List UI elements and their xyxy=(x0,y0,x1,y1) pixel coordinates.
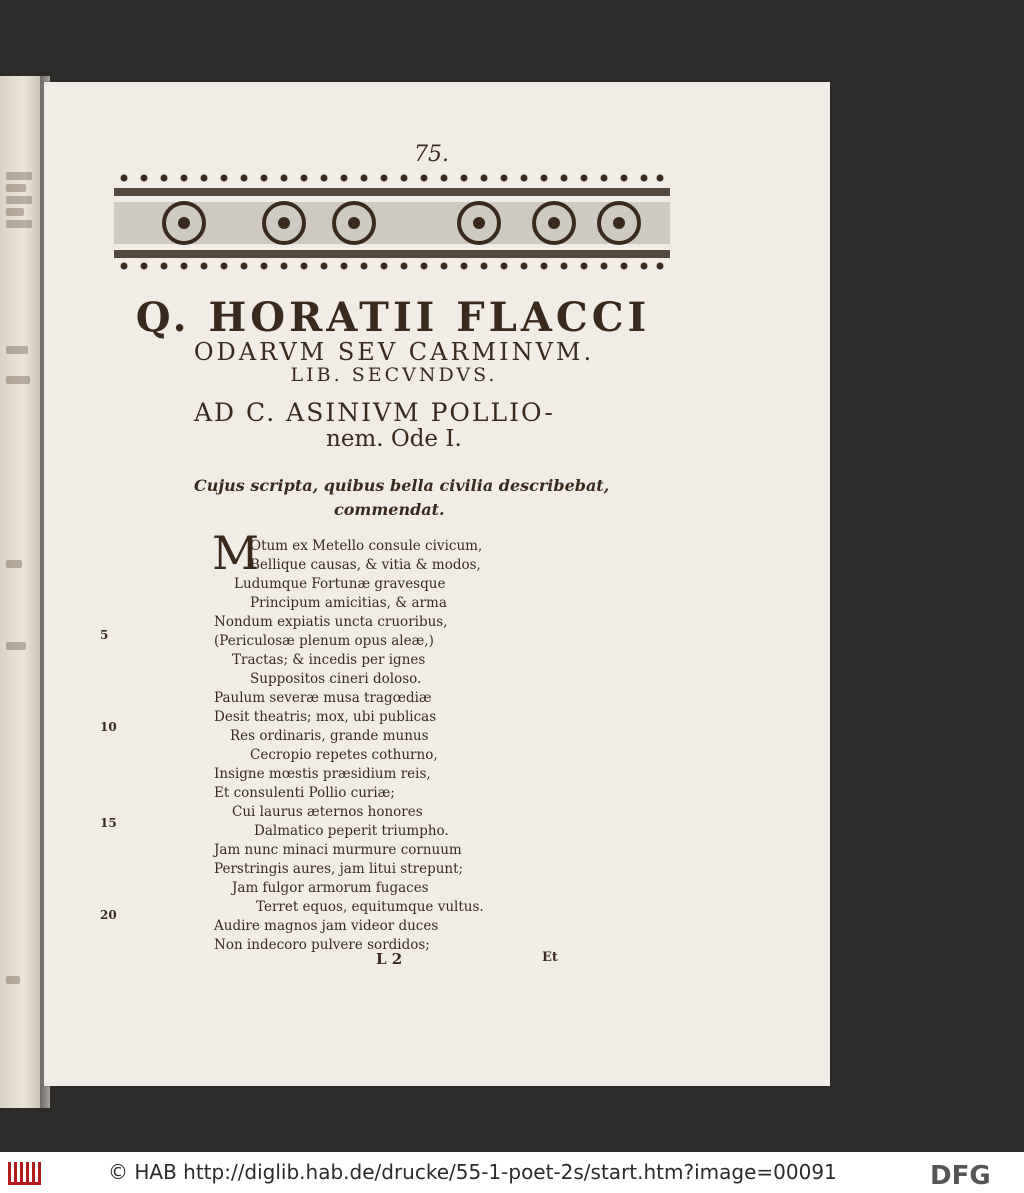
hab-logo-icon xyxy=(6,1158,46,1188)
ode-heading: AD C. ASINIVM POLLIO- xyxy=(194,398,555,427)
verse-line: Principum amicitias, & arma xyxy=(250,595,447,611)
verse-line: Audire magnos jam videor duces xyxy=(214,918,439,934)
line-number: 5 xyxy=(100,628,109,642)
verse-line: Res ordinaris, grande munus xyxy=(230,728,429,744)
book-subtitle: ODARVM SEV CARMINVM. xyxy=(193,338,595,366)
source-url[interactable]: © HAB http://diglib.hab.de/drucke/55-1-poet-2s/start.htm?image=00091 xyxy=(108,1160,837,1184)
verse-line: Nondum expiatis uncta cruoribus, xyxy=(214,614,448,630)
verse-line: Dalmatico peperit triumpho. xyxy=(254,823,449,839)
line-number: 20 xyxy=(100,908,117,922)
verse-line: Tractas; & incedis per ignes xyxy=(232,652,426,668)
catchword: Et xyxy=(542,950,558,965)
verse-line: Ludumque Fortunæ gravesque xyxy=(234,576,446,592)
page-number: 75. xyxy=(414,142,449,167)
book-number: LIB. SECVNDVS. xyxy=(290,364,498,386)
verse-line: Et consulenti Pollio curiæ; xyxy=(214,785,395,801)
verse-line: Non indecoro pulvere sordidos; xyxy=(214,937,430,953)
verse-line: (Periculosæ plenum opus aleæ,) xyxy=(214,633,434,649)
verse-line: Paulum severæ musa tragœdiæ xyxy=(214,690,432,706)
dfg-logo xyxy=(930,1160,1018,1188)
ode-heading-continued: nem. Ode I. xyxy=(326,426,462,452)
footer-bar xyxy=(0,1152,1024,1193)
book-title: Q. HORATII FLACCI xyxy=(135,294,651,341)
verse-line: Bellique causas, & vitia & modos, xyxy=(250,557,481,573)
verse-line: Perstringis aures, jam litui strepunt; xyxy=(214,861,464,877)
dfg-logo-text: DFG xyxy=(930,1161,991,1188)
drop-cap: M xyxy=(212,526,260,580)
verse-line: Cecropio repetes cothurno, xyxy=(250,747,438,763)
ode-argument-continued: commendat. xyxy=(334,500,445,519)
verse-line: Desit theatris; mox, ubi publicas xyxy=(214,709,437,725)
line-number: 10 xyxy=(100,720,117,734)
previous-page-edge xyxy=(0,76,40,1108)
verse-line: Insigne mœstis præsidium reis, xyxy=(214,766,431,782)
line-number: 15 xyxy=(100,816,117,830)
ornamental-headpiece xyxy=(114,168,670,276)
verse-line: Jam nunc minaci murmure cornuum xyxy=(214,842,462,858)
book-page xyxy=(44,82,830,1086)
verse-line: Terret equos, equitumque vultus. xyxy=(256,899,484,915)
signature-mark: L 2 xyxy=(376,950,403,968)
verse-line: Otum ex Metello consule civicum, xyxy=(250,538,483,554)
verse-line: Cui laurus æternos honores xyxy=(232,804,423,820)
verse-line: Jam fulgor armorum fugaces xyxy=(232,880,429,896)
verse-line: Suppositos cineri doloso. xyxy=(250,671,422,687)
ode-argument: Cujus scripta, quibus bella civilia describebat, xyxy=(194,476,610,495)
